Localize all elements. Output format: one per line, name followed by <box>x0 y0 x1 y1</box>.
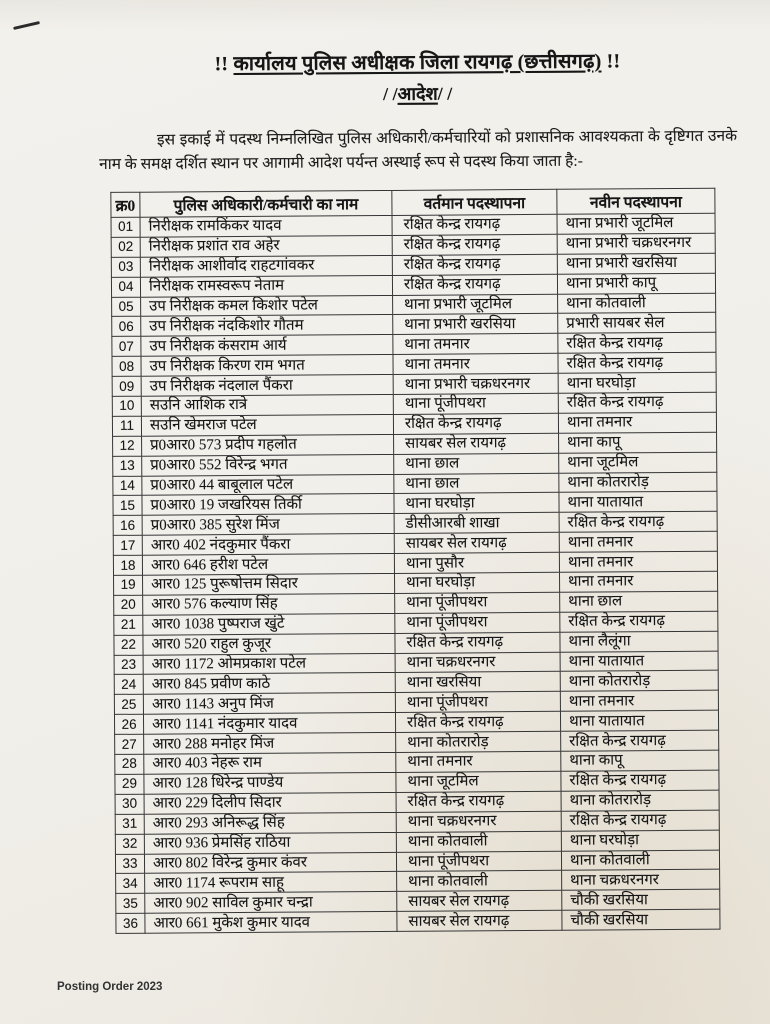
row-number: 34 <box>116 874 145 894</box>
officer-name: आर0 520 राहुल कुजूर <box>143 633 395 655</box>
officer-name: प्र0आर0 573 प्रदीप गहलोत <box>142 434 394 456</box>
current-posting: थाना चक्रधरनगर <box>395 652 560 673</box>
row-number: 21 <box>114 615 143 635</box>
new-posting: थाना यातायात <box>560 710 718 731</box>
officer-name: आर0 1141 नंदकुमार यादव <box>143 713 395 735</box>
current-posting: थाना तमनार <box>393 334 558 355</box>
new-posting: थाना कापू <box>559 432 717 453</box>
new-posting: थाना कोतरारोड़ <box>559 472 717 493</box>
officer-name: निरीक्षक आशीर्वाद राहटगांवकर <box>140 255 392 277</box>
row-number: 09 <box>112 376 141 396</box>
row-number: 36 <box>116 913 145 933</box>
current-posting: थाना तमनार <box>393 354 558 375</box>
row-number: 30 <box>115 794 144 814</box>
col-header-serial: क्र0 <box>111 192 140 217</box>
row-number: 14 <box>113 476 142 496</box>
current-posting: सायबर सेल रायगढ़ <box>397 910 562 931</box>
table-row <box>116 909 720 933</box>
new-posting: रक्षित केन्द्र रायगढ़ <box>561 770 719 791</box>
new-posting: थाना जूटमिल <box>559 452 717 473</box>
row-number: 26 <box>114 714 143 734</box>
current-posting: थाना प्रभारी चक्रधरनगर <box>393 373 558 394</box>
new-posting: थाना छाल <box>560 591 718 612</box>
officer-name: उप निरीक्षक नंदकिशोर गौतम <box>141 315 393 337</box>
new-posting: थाना कापू <box>561 750 719 771</box>
officer-name: उप निरीक्षक कमल किशोर पटेल <box>141 295 393 317</box>
new-posting: थाना प्रभारी जूटमिल <box>557 213 715 234</box>
officer-name: प्र0आर0 44 बाबूलाल पटेल <box>142 474 394 496</box>
new-posting: रक्षित केन्द्र रायगढ़ <box>560 611 718 632</box>
officer-name: निरीक्षक प्रशांत राव अहेर <box>140 235 392 257</box>
title-suffix: !! <box>601 50 621 73</box>
current-posting: थाना पूंजीपथरा <box>393 393 558 414</box>
officer-name: आर0 902 साविल कुमार चन्द्रा <box>145 892 397 914</box>
officer-name: निरीक्षक रामस्वरूप नेताम <box>140 275 392 297</box>
current-posting: थाना जूटमिल <box>396 771 561 792</box>
row-number: 31 <box>115 814 144 834</box>
officer-name: प्र0आर0 385 सुरेश मिंज <box>142 514 394 536</box>
officer-name: आर0 229 दिलीप सिदार <box>144 792 396 814</box>
officer-name: आर0 936 प्रेमसिंह राठिया <box>144 832 396 854</box>
current-posting: थाना घरघोड़ा <box>395 572 560 593</box>
officer-name: सउनि आशिक रात्रे <box>141 394 393 416</box>
current-posting: सायबर सेल रायगढ़ <box>394 533 559 554</box>
intro-paragraph: इस इकाई में पदस्थ निम्नलिखित पुलिस अधिकारी/कर्मचारियों को प्रशासनिक आवश्यकता के दृष्टिगत उनके नाम के समक्ष दर्शित स्थान पर आगामी आदेश पर्यन्त अस्थाई रूप से पदस्थ किया जाता है:- <box>99 127 738 173</box>
officer-name: प्र0आर0 19 जखरियस तिर्की <box>142 494 394 516</box>
current-posting: रक्षित केन्द्र रायगढ़ <box>393 413 558 434</box>
row-number: 16 <box>113 516 142 536</box>
current-posting: थाना प्रभारी खरसिया <box>393 314 558 335</box>
new-posting: थाना लैलूंगा <box>560 631 718 652</box>
row-number: 13 <box>113 456 142 476</box>
new-posting: थाना तमनार <box>558 412 716 433</box>
officer-name: आर0 288 मनोहर मिंज <box>144 733 396 755</box>
new-posting: थाना कोतवाली <box>558 293 716 314</box>
subtitle-suffix: / / <box>437 83 453 104</box>
officer-name: उप निरीक्षक नंदलाल पैंकरा <box>141 375 393 397</box>
row-number: 20 <box>114 595 143 615</box>
officer-name: आर0 125 पुरूषोत्तम सिदार <box>143 573 395 595</box>
current-posting: थाना छाल <box>394 473 559 494</box>
row-number: 32 <box>115 834 144 854</box>
new-posting: थाना यातायात <box>560 651 718 672</box>
new-posting: थाना तमनार <box>559 571 717 592</box>
row-number: 19 <box>114 575 143 595</box>
row-number: 10 <box>112 396 141 416</box>
new-posting: प्रभारी सायबर सेल <box>558 313 716 334</box>
new-posting: थाना चक्रधरनगर <box>562 870 720 891</box>
current-posting: रक्षित केन्द्र रायगढ़ <box>392 214 557 235</box>
row-number: 24 <box>114 675 143 695</box>
current-posting: थाना तमनार <box>396 751 561 772</box>
current-posting: रक्षित केन्द्र रायगढ़ <box>392 234 557 255</box>
subtitle-main: आदेश <box>397 83 438 104</box>
new-posting: चौकी खरसिया <box>562 909 720 930</box>
col-header-officer-name: पुलिस अधिकारी/कर्मचारी का नाम <box>140 190 392 217</box>
current-posting: रक्षित केन्द्र रायगढ़ <box>392 254 557 275</box>
officer-name: आर0 576 कल्याण सिंह <box>143 593 395 615</box>
row-number: 04 <box>111 277 140 297</box>
row-number: 03 <box>111 257 140 277</box>
row-number: 01 <box>111 217 140 237</box>
new-posting: थाना प्रभारी कापू <box>557 273 715 294</box>
current-posting: थाना प्रभारी जूटमिल <box>393 294 558 315</box>
new-posting: थाना प्रभारी खरसिया <box>557 253 715 274</box>
new-posting: रक्षित केन्द्र रायगढ़ <box>559 512 717 533</box>
current-posting: थाना घरघोड़ा <box>394 493 559 514</box>
officer-name: आर0 646 हरीश पटेल <box>142 554 394 576</box>
title-main: कार्यालय पुलिस अधीक्षक जिला रायगढ़ (छत्तीसगढ़) <box>233 50 602 76</box>
officer-name: सउनि खेमराज पटेल <box>141 414 393 436</box>
row-number: 35 <box>116 893 145 913</box>
footer-label: Posting Order 2023 <box>57 981 163 993</box>
officer-name: आर0 802 विरेन्द्र कुमार कंवर <box>144 852 396 874</box>
current-posting: रक्षित केन्द्र रायगढ़ <box>395 712 560 733</box>
current-posting: थाना चक्रधरनगर <box>396 811 561 832</box>
col-header-new-posting: नवीन पदस्थापना <box>557 188 715 214</box>
row-number: 33 <box>115 854 144 874</box>
row-number: 28 <box>115 754 144 774</box>
row-number: 29 <box>115 774 144 794</box>
new-posting: थाना कोतवाली <box>561 850 719 871</box>
officer-name: आर0 1174 रूपराम साहू <box>145 872 397 894</box>
current-posting: थाना कोतवाली <box>397 871 562 892</box>
current-posting: थाना पूंजीपथरा <box>395 592 560 613</box>
officer-name: आर0 845 प्रवीण काठे <box>143 673 395 695</box>
current-posting: रक्षित केन्द्र रायगढ़ <box>395 632 560 653</box>
officer-name: आर0 402 नंदकुमार पैंकरा <box>142 534 394 556</box>
officer-name: आर0 1143 अनुप मिंज <box>143 693 395 715</box>
transfer-table <box>110 188 720 934</box>
officer-name: उप निरीक्षक किरण राम भगत <box>141 355 393 377</box>
row-number: 18 <box>113 555 142 575</box>
current-posting: सायबर सेल रायगढ़ <box>397 891 562 912</box>
officer-name: निरीक्षक रामकिंकर यादव <box>140 215 392 237</box>
row-number: 22 <box>114 635 143 655</box>
new-posting: थाना कोतरारोड़ <box>560 671 718 692</box>
new-posting: थाना प्रभारी चक्रधरनगर <box>557 233 715 254</box>
officer-name: आर0 128 धिरेन्द्र पाण्डेय <box>144 772 396 794</box>
current-posting: रक्षित केन्द्र रायगढ़ <box>396 791 561 812</box>
row-number: 25 <box>114 695 143 715</box>
document-subtitle <box>97 80 739 108</box>
col-header-current-posting: वर्तमान पदस्थापना <box>392 189 557 215</box>
row-number: 27 <box>115 734 144 754</box>
new-posting: रक्षित केन्द्र रायगढ़ <box>561 730 719 751</box>
row-number: 07 <box>112 337 141 357</box>
new-posting: थाना घरघोड़ा <box>558 372 716 393</box>
new-posting: थाना यातायात <box>559 492 717 513</box>
current-posting: थाना पुसौर <box>394 552 559 573</box>
row-number: 02 <box>111 237 140 257</box>
new-posting: रक्षित केन्द्र रायगढ़ <box>558 333 716 354</box>
officer-name: आर0 293 अनिरूद्ध सिंह <box>144 812 396 834</box>
current-posting: रक्षित केन्द्र रायगढ़ <box>392 274 557 295</box>
document-title <box>96 46 738 77</box>
current-posting: थाना खरसिया <box>395 672 560 693</box>
row-number: 08 <box>112 356 141 376</box>
officer-name: आर0 1038 पुष्पराज खुंटे <box>143 613 395 635</box>
row-number: 23 <box>114 655 143 675</box>
current-posting: थाना पूंजीपथरा <box>395 692 560 713</box>
new-posting: थाना कोतरारोड़ <box>561 790 719 811</box>
current-posting: थाना पूंजीपथरा <box>396 851 561 872</box>
officer-name: आर0 1172 ओमप्रकाश पटेल <box>143 653 395 675</box>
officer-name: प्र0आर0 552 विरेन्द्र भगत <box>142 454 394 476</box>
new-posting: रक्षित केन्द्र रायगढ़ <box>558 392 716 413</box>
current-posting: थाना छाल <box>394 453 559 474</box>
row-number: 05 <box>112 297 141 317</box>
subtitle-prefix: / / <box>382 83 398 105</box>
row-number: 15 <box>113 496 142 516</box>
current-posting: थाना पूंजीपथरा <box>395 612 560 633</box>
officer-name: उप निरीक्षक कंसराम आर्य <box>141 335 393 357</box>
current-posting: सायबर सेल रायगढ़ <box>394 433 559 454</box>
current-posting: डीसीआरबी शाखा <box>394 513 559 534</box>
current-posting: थाना कोतरारोड़ <box>396 731 561 752</box>
title-prefix: !! <box>214 53 234 76</box>
new-posting: थाना तमनार <box>559 551 717 572</box>
transfer-table-body <box>111 213 720 933</box>
new-posting: चौकी खरसिया <box>562 889 720 910</box>
row-number: 12 <box>113 436 142 456</box>
new-posting: थाना तमनार <box>559 531 717 552</box>
row-number: 06 <box>112 317 141 337</box>
new-posting: रक्षित केन्द्र रायगढ़ <box>558 352 716 373</box>
new-posting: रक्षित केन्द्र रायगढ़ <box>561 810 719 831</box>
row-number: 11 <box>112 416 141 436</box>
new-posting: थाना घरघोड़ा <box>561 830 719 851</box>
current-posting: थाना कोतवाली <box>396 831 561 852</box>
row-number: 17 <box>113 535 142 555</box>
officer-name: आर0 661 मुकेश कुमार यादव <box>145 912 397 934</box>
new-posting: थाना तमनार <box>560 691 718 712</box>
officer-name: आर0 403 नेहरू राम <box>144 752 396 774</box>
